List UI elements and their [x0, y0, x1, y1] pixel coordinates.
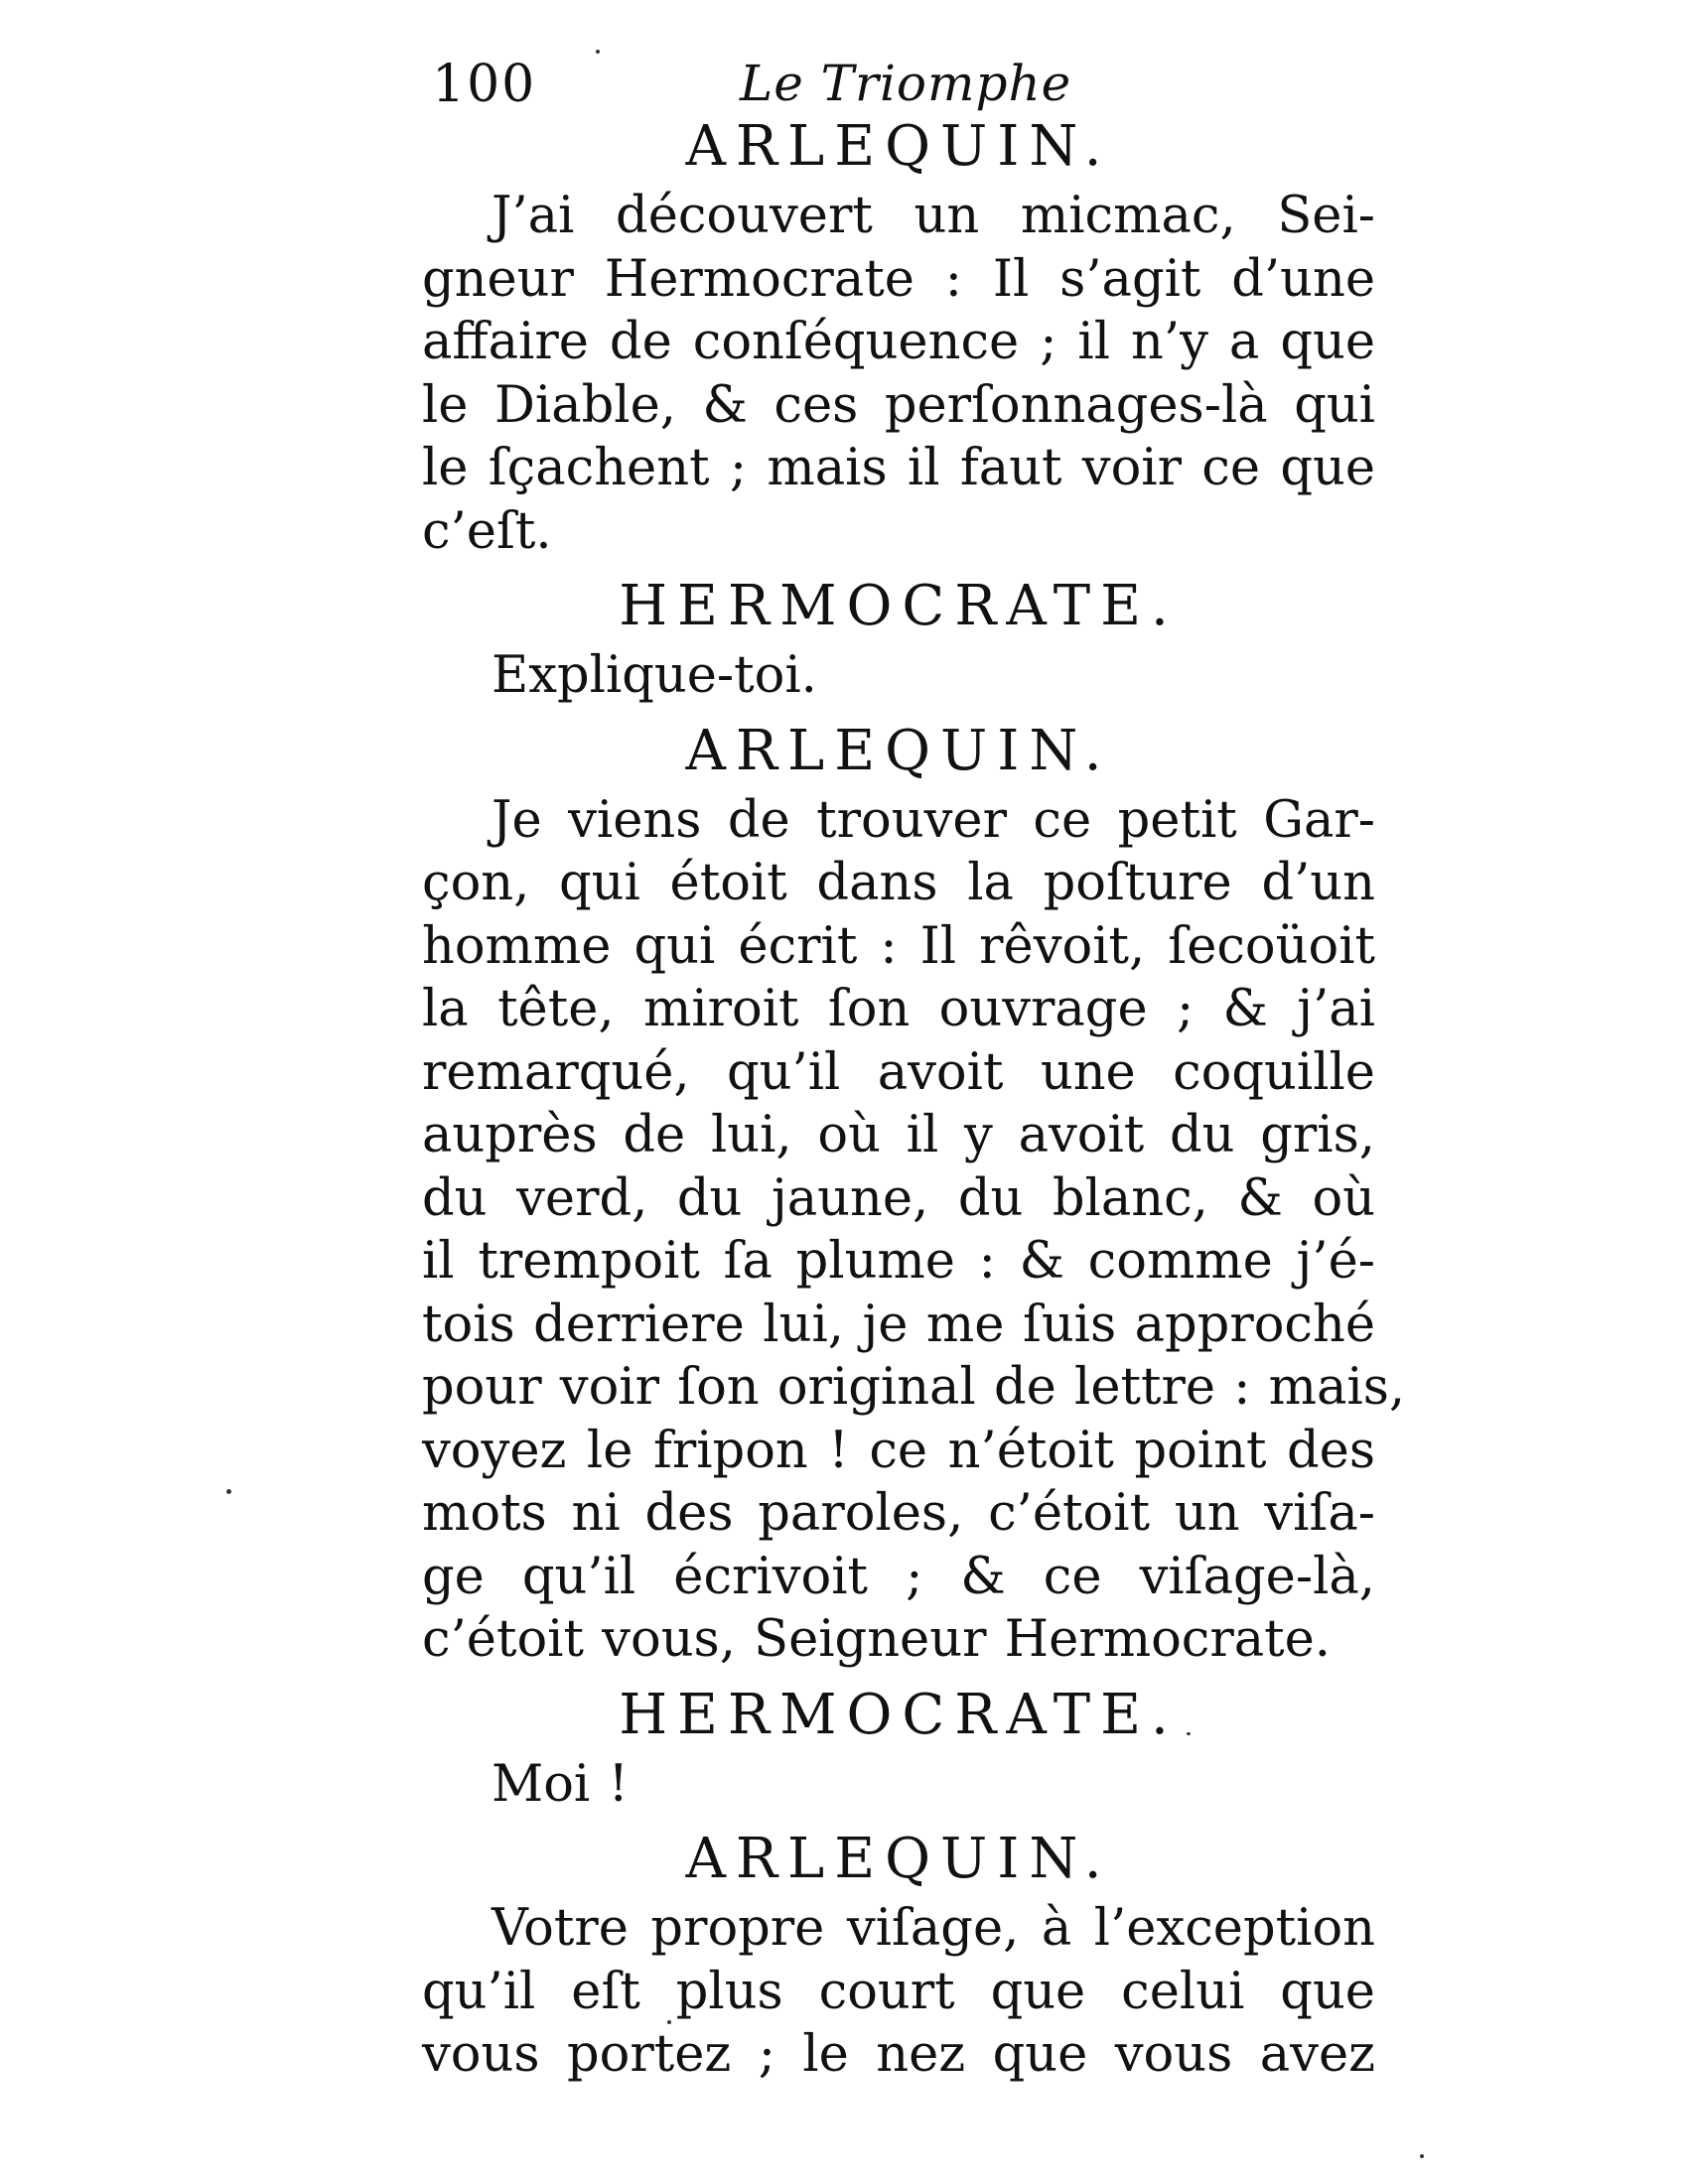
text-line: gneur Hermocrate : Il s’agit d’une — [422, 249, 1375, 309]
text-line: du verd, du jaune, du blanc, & où — [422, 1168, 1375, 1228]
text-line: tois derriere lui, je me ſuis approché — [422, 1295, 1375, 1354]
speaker-name: ARLEQUIN. — [685, 114, 1112, 179]
text-line: Moi ! — [492, 1754, 629, 1814]
speech-block — [422, 1678, 1375, 1817]
text-line: remarqué, qu’il avoit une coquille — [422, 1042, 1375, 1102]
text-line: J’ai découvert un micmac, Sei- — [492, 187, 1375, 245]
text-line: homme qui écrit : Il rêvoit, ſecoüoit — [422, 916, 1375, 976]
text-line: Je viens de trouver ce petit Gar- — [492, 790, 1375, 850]
text-line: Votre propre viſage, à l’exception — [492, 1899, 1375, 1958]
running-title: Le Triomphe — [740, 55, 1072, 112]
text-line: la tête, miroit ſon ouvrage ; & j’ai — [422, 980, 1375, 1038]
speech-block — [422, 569, 1375, 708]
text-line: auprès de lui, où il y avoit du gris, — [422, 1106, 1375, 1164]
dialogue-text — [422, 109, 1406, 2093]
scan-speck — [1420, 2154, 1424, 2158]
scan-speck — [1187, 1732, 1191, 1735]
text-line: pour voir ſon original de lettre : mais, — [422, 1358, 1406, 1417]
speaker-name: HERMOCRATE. — [619, 1682, 1179, 1747]
text-line: c’eſt. — [422, 501, 552, 561]
text-line: vous portez ; le nez que vous avez — [422, 2025, 1375, 2084]
speech-block — [422, 714, 1406, 1672]
speaker-name: ARLEQUIN. — [685, 718, 1112, 783]
text-line: le ſçachent ; mais il faut voir ce que — [422, 439, 1375, 497]
page-number: 100 — [432, 55, 537, 114]
text-line: il trempoit ſa plume : & comme j’é- — [422, 1232, 1375, 1291]
text-line: mots ni des paroles, c’étoit un viſa- — [422, 1484, 1375, 1543]
text-line: affaire de conſéquence ; il n’y a que — [422, 313, 1375, 371]
scan-speck — [667, 2020, 671, 2024]
text-line: le Diable, & ces perſonnages-là qui — [422, 375, 1375, 435]
text-line: c’étoit vous, Seigneur Hermocrate. — [422, 1610, 1332, 1669]
text-line: qu’il eſt plus court que celui que — [422, 1962, 1375, 2021]
speech-block — [422, 109, 1375, 563]
text-line: çon, qui étoit dans la poſture d’un — [422, 854, 1375, 912]
speaker-name: ARLEQUIN. — [685, 1827, 1112, 1891]
scan-speck — [596, 50, 600, 54]
speaker-name: HERMOCRATE. — [619, 574, 1179, 638]
text-line: ge qu’il écrivoit ; & ce viſage-là, — [422, 1547, 1375, 1606]
text-line: Explique-toi. — [492, 646, 817, 705]
scan-speck — [226, 1489, 231, 1494]
text-line: voyez le fripon ! ce n’étoit point des — [422, 1421, 1375, 1480]
speech-block — [422, 1822, 1375, 2087]
